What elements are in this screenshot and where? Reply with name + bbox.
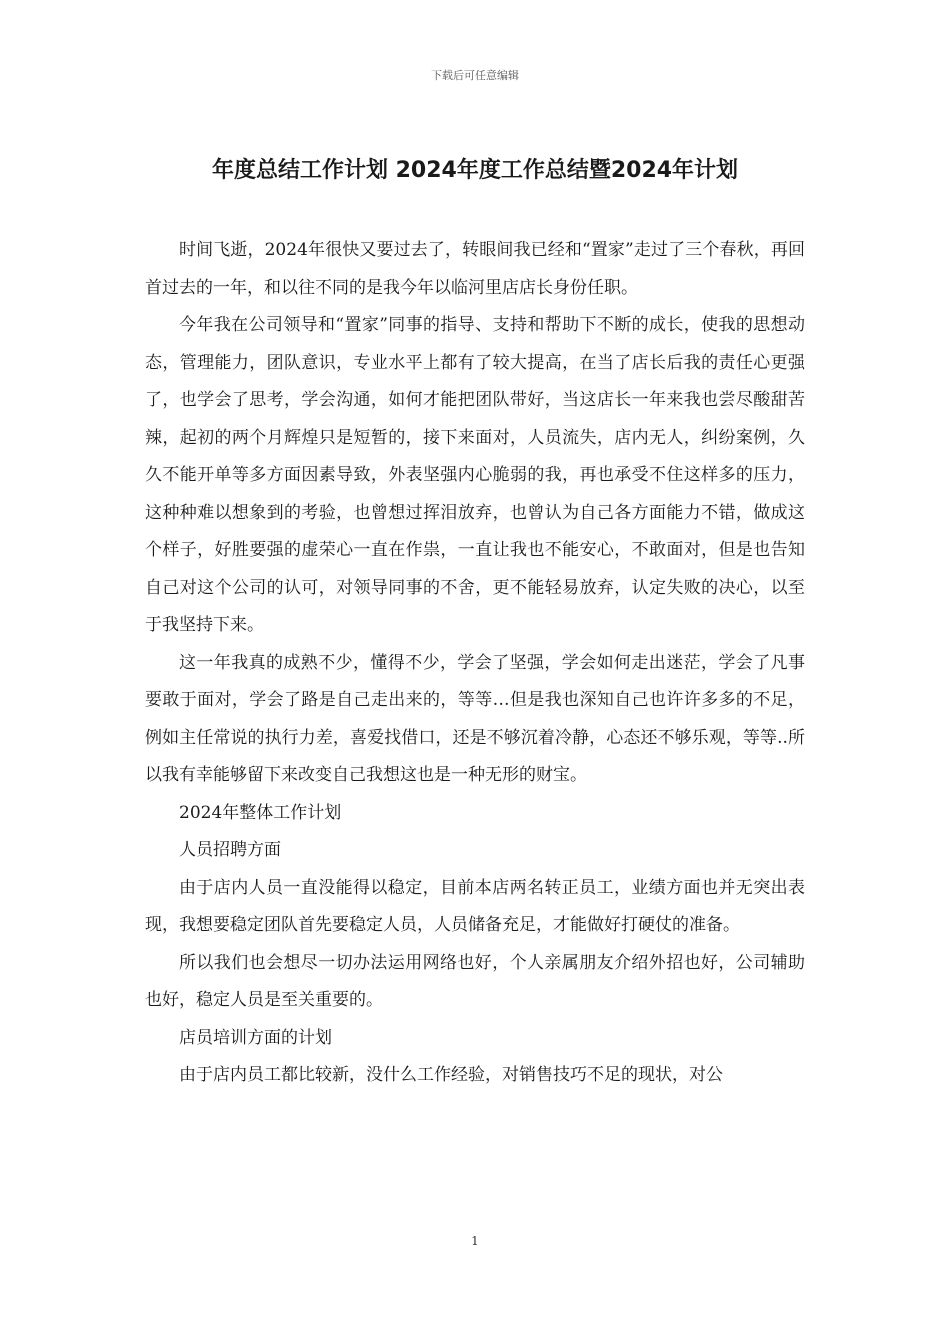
paragraph-intro: 时间飞逝，2024年很快又要过去了，转眼间我已经和“置家”走过了三个春秋，再回首过去的一年，和以往不同的是我今年以临河里店店长身份任职。 xyxy=(145,240,805,298)
header-note: 下载后可任意编辑 xyxy=(431,69,519,82)
section-heading-training: 店员培训方面的计划 xyxy=(179,1027,332,1048)
paragraph-recruitment-methods: 所以我们也会想尽一切办法运用网络也好，个人亲属朋友介绍外招也好，公司辅助也好，稳定人员是至关重要的。 xyxy=(145,952,805,1010)
paragraph-training: 由于店内员工都比较新，没什么工作经验，对销售技巧不足的现状，对公 xyxy=(179,1065,723,1085)
section-heading-plan: 2024年整体工作计划 xyxy=(179,802,342,823)
page-number: 1 xyxy=(471,1234,479,1248)
document-title: 年度总结工作计划 2024年度工作总结暨2024年计划 xyxy=(211,158,739,183)
section-heading-recruitment: 人员招聘方面 xyxy=(179,840,281,860)
paragraph-growth: 今年我在公司领导和“置家”同事的指导、支持和帮助下不断的成长，使我的思想动态，管理能力，团队意识，专业水平上都有了较大提高，在当了店长后我的责任心更强了，也学会了思考，学会沟通，如何才能把团队带好，当这店长一年来我也尝尽酸甜苦辣，起初的两个月辉煌只是短暂的，接下来面对，人员流失，店内无人，纠纷案例，久久不能开单等多方面因素导致，外表坚强内心脆弱的我，再也承受不住这样多的压力，这种种难以想象到的考验，也曾想过挥泪放弃，也曾认为自己各方面能力不错，做成这个样子，好胜要强的虚荣心一直在作祟，一直让我也不能安心，不敢面对，但是也告知自己对这个公司的认可，对领导同事的不舍，更不能轻易放弃，认定失败的决心，以至于我坚持下来。 xyxy=(145,315,805,635)
paragraph-reflection: 这一年我真的成熟不少，懂得不少，学会了坚强，学会如何走出迷茫，学会了凡事要敢于面对，学会了路是自己走出来的，等等…但是我也深知自己也许许多多的不足，例如主任常说的执行力差，喜爱找借口，还是不够沉着冷静，心态还不够乐观，等等..所以我有幸能够留下来改变自己我想这也是一种无形的财宝。 xyxy=(145,652,805,785)
paragraph-recruitment: 由于店内人员一直没能得以稳定，目前本店两名转正员工，业绩方面也并无突出表现，我想要稳定团队首先要稳定人员，人员储备充足，才能做好打硬仗的准备。 xyxy=(145,877,805,935)
document-body xyxy=(145,232,805,1095)
